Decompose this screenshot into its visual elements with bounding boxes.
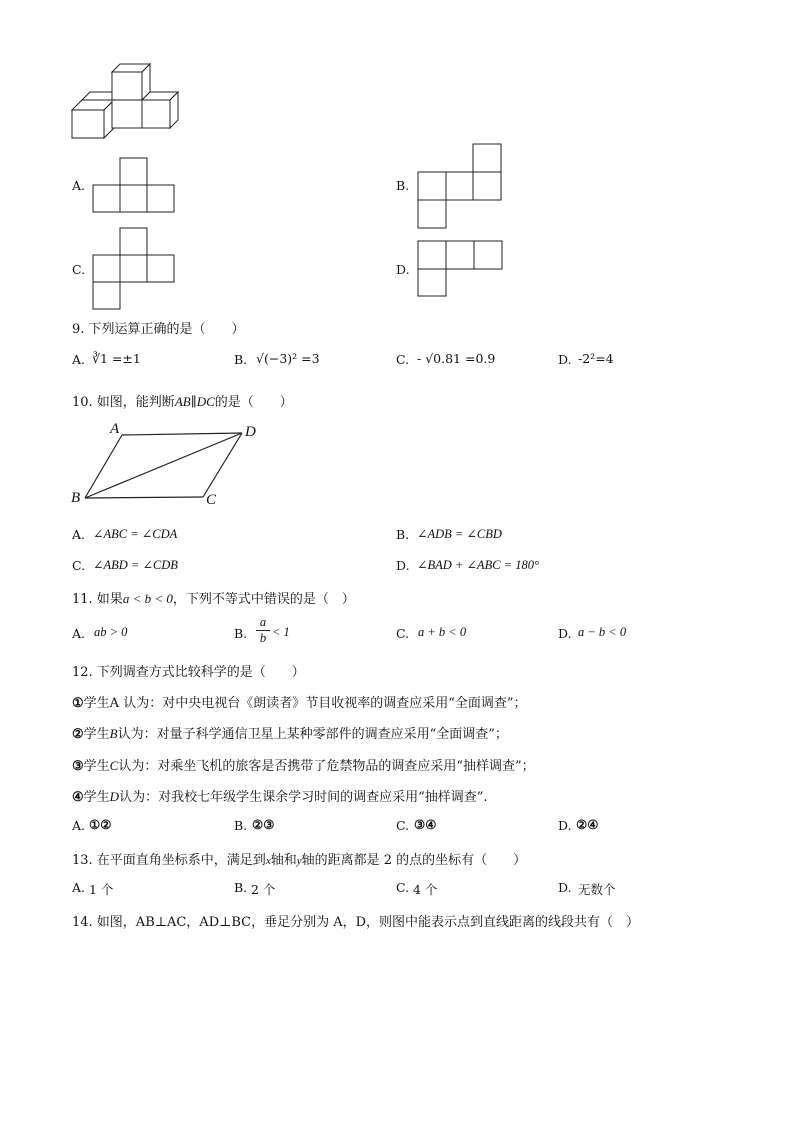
q13-y-axis: y bbox=[296, 855, 302, 867]
q12-item2-who: B bbox=[109, 726, 118, 741]
q9-option-b-text: √(−3)² =3 bbox=[256, 351, 320, 366]
q11-option-b-fraction bbox=[256, 615, 270, 646]
q10-stem-suffix: 的是（ ） bbox=[214, 395, 293, 410]
q12-item4-pre: 学生 bbox=[83, 790, 110, 805]
q11-option-a-label: A. bbox=[72, 626, 86, 641]
q13-option-a-label: A. bbox=[72, 880, 86, 895]
q11-option-d-text: a − b < 0 bbox=[578, 625, 627, 639]
q10-option-d-label: D. bbox=[396, 558, 410, 573]
q12-item1-who: A bbox=[109, 696, 120, 711]
q13-option-d-text: 无数个 bbox=[578, 882, 616, 897]
q13-option-c-text: 4 个 bbox=[413, 882, 438, 897]
q10-option-c-label: C. bbox=[72, 558, 86, 573]
q12-item1-mark: ① bbox=[72, 696, 84, 711]
q12-item3-mark: ③ bbox=[72, 759, 84, 774]
q11-stem-suffix: ，下列不等式中错误的是（ ） bbox=[172, 592, 355, 607]
q14-stem: 14. 如图，AB⊥AC，AD⊥BC，垂足分别为 A，D，则图中能表示点到直线距离的线段共有（ ） bbox=[72, 915, 640, 930]
q12-option-c-text: ③④ bbox=[414, 817, 437, 832]
q8-option-c-figure bbox=[92, 227, 182, 317]
q12-item4-who: D bbox=[109, 789, 120, 804]
q10-stem-prefix: 10. 如图，能判断 bbox=[72, 395, 175, 410]
q12-item4-text: 认为：对我校七年级学生课余学习时间的调查应采用“抽样调查”. bbox=[119, 790, 488, 805]
figure-label-a: A bbox=[110, 421, 120, 437]
q12-option-a-label: A. bbox=[72, 818, 86, 833]
parallelogram-figure bbox=[70, 420, 270, 510]
q9-stem: 9. 下列运算正确的是（ ） bbox=[72, 322, 245, 337]
q10-option-c-text: ∠ABD = ∠CDB bbox=[93, 558, 178, 572]
q9-option-c-label: C. bbox=[396, 352, 410, 367]
q11-option-a-text: ab > 0 bbox=[94, 625, 128, 639]
q13-option-b-label: B. bbox=[234, 880, 248, 895]
q9-option-b-label: B. bbox=[234, 352, 248, 367]
q11-option-c-text: a + b < 0 bbox=[418, 625, 467, 639]
q12-item2-text: 认为：对量子科学通信卫星上某种零部件的调查应采用“全面调查”； bbox=[117, 727, 508, 742]
q8-option-a-label: A. bbox=[72, 178, 86, 193]
q12-item1-pre: 学生 bbox=[83, 696, 110, 711]
fraction-denominator: b bbox=[259, 631, 267, 645]
q10-stem-math: AB∥DC bbox=[174, 394, 215, 409]
q12-item2-pre: 学生 bbox=[83, 727, 110, 742]
q11-stem-math: a < b < 0 bbox=[122, 591, 173, 606]
q11-option-b-label: B. bbox=[234, 626, 248, 641]
q12-item1-text: 认为：对中央电视台《朗读者》节目收视率的调查应采用“全面调查”； bbox=[119, 696, 527, 711]
q11-option-d-label: D. bbox=[558, 626, 572, 641]
q12-option-d-text: ②④ bbox=[576, 817, 599, 832]
q10-option-b-text: ∠ADB = ∠CBD bbox=[417, 527, 502, 541]
q12-option-b-text: ②③ bbox=[252, 817, 275, 832]
q12-item3-text: 认为：对乘坐飞机的旅客是否携带了危禁物品的调查应采用“抽样调查”； bbox=[118, 759, 535, 774]
q11-stem bbox=[72, 588, 355, 607]
q12-statement-4 bbox=[72, 786, 488, 805]
q12-item3-who: C bbox=[109, 758, 119, 773]
fraction-numerator: a bbox=[256, 615, 270, 631]
q12-stem: 12. 下列调查方式比较科学的是（ ） bbox=[72, 665, 305, 680]
figure-label-b: B bbox=[71, 490, 81, 506]
q13-stem bbox=[72, 849, 526, 868]
q10-option-a-text: ∠ABC = ∠CDA bbox=[93, 527, 178, 541]
q11-option-c-label: C. bbox=[396, 626, 410, 641]
q12-item4-mark: ④ bbox=[72, 790, 84, 805]
q8-option-d-figure bbox=[417, 240, 507, 300]
q8-option-d-label: D. bbox=[396, 262, 410, 277]
q8-option-a-figure bbox=[92, 156, 182, 216]
q13-stem-suffix: 轴的距离都是 2 的点的坐标有（ ） bbox=[301, 853, 527, 868]
q9-option-c-text: - √0.81 =0.9 bbox=[417, 351, 496, 366]
q8-option-c-label: C. bbox=[72, 262, 86, 277]
q12-item2-mark: ② bbox=[72, 727, 84, 742]
q13-stem-prefix: 13. 在平面直角坐标系中，满足到 bbox=[72, 853, 266, 868]
q10-option-b-label: B. bbox=[396, 527, 410, 542]
q13-option-c-label: C. bbox=[396, 880, 410, 895]
q13-stem-mid: 轴和 bbox=[270, 853, 297, 868]
q12-statement-3 bbox=[72, 755, 535, 774]
q8-option-b-figure bbox=[417, 143, 507, 233]
q12-option-c-label: C. bbox=[396, 818, 410, 833]
q8-option-b-label: B. bbox=[396, 178, 410, 193]
q12-option-a-text: ①② bbox=[89, 817, 112, 832]
q13-option-b-text: 2 个 bbox=[251, 882, 276, 897]
q13-x-axis: x bbox=[265, 855, 271, 867]
q12-option-b-label: B. bbox=[234, 818, 248, 833]
q12-option-d-label: D. bbox=[558, 818, 572, 833]
q12-statement-1 bbox=[72, 692, 527, 711]
q11-stem-prefix: 11. 如果 bbox=[72, 592, 123, 607]
figure-label-d: D bbox=[245, 424, 256, 440]
q12-item3-pre: 学生 bbox=[83, 759, 110, 774]
stacked-cubes-figure bbox=[70, 62, 190, 142]
q9-option-a-label: A. bbox=[72, 352, 86, 367]
q10-option-a-label: A. bbox=[72, 527, 86, 542]
q9-option-a-text: ∛1 =±1 bbox=[92, 351, 141, 366]
q9-option-d-text: -2²=4 bbox=[578, 351, 614, 366]
q10-stem bbox=[72, 391, 293, 410]
q11-option-b-rest: < 1 bbox=[272, 625, 290, 639]
q10-option-d-text: ∠BAD + ∠ABC = 180° bbox=[417, 558, 539, 572]
q13-option-a-text: 1 个 bbox=[89, 882, 114, 897]
q13-option-d-label: D. bbox=[558, 880, 572, 895]
q9-option-d-label: D. bbox=[558, 352, 572, 367]
q12-statement-2 bbox=[72, 723, 508, 742]
figure-label-c: C bbox=[206, 492, 217, 508]
